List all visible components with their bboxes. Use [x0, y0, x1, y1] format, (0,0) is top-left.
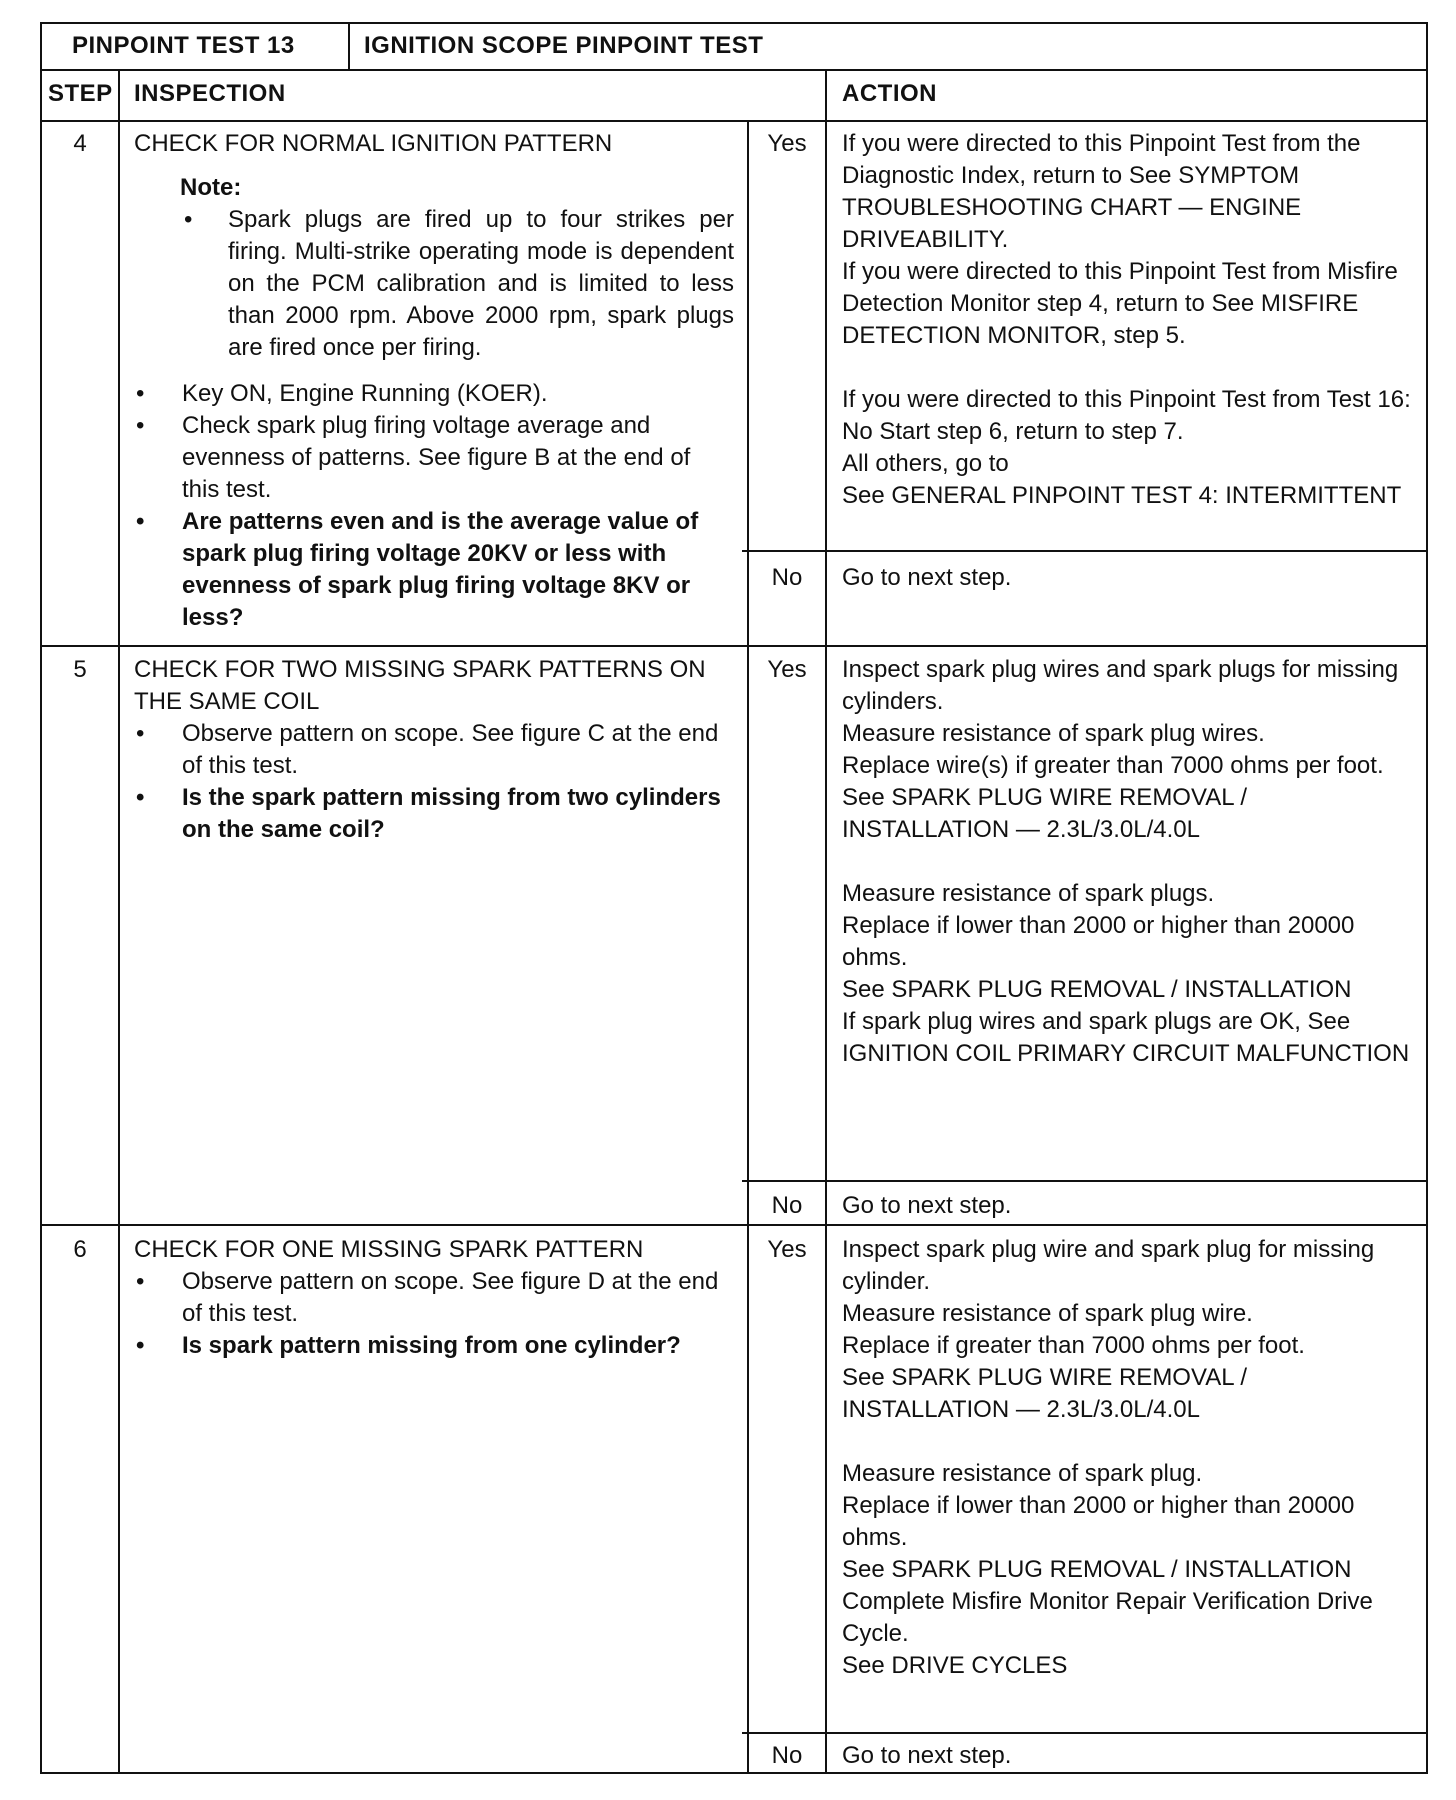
col-action: ACTION	[842, 80, 937, 107]
inspection-question: • Is the spark pattern missing from two cylinders on the same coil?	[134, 782, 734, 846]
yes-action	[842, 128, 1412, 512]
action-line: Replace wire(s) if greater than 7000 ohms per foot.	[842, 752, 1384, 779]
rule-yesno-col	[747, 122, 749, 1774]
action-line: If you were directed to this Pinpoint Test from Misfire Detection Monitor step 4, return to See MISFIRE DETECTION MONITOR, step 5.	[842, 258, 1398, 349]
rule-step6-yesno	[742, 1732, 1426, 1734]
yes-action	[842, 654, 1412, 1070]
test-title: IGNITION SCOPE PINPOINT TEST	[364, 32, 764, 59]
action-line: Measure resistance of spark plug.	[842, 1460, 1203, 1487]
inspection-question: • Are patterns even and is the average value of spark plug firing voltage 20KV or less with evenness of spark plug firing voltage 8KV or less?	[134, 506, 734, 634]
step-inspection	[134, 654, 734, 846]
action-line: See SPARK PLUG WIRE REMOVAL / INSTALLATION — 2.3L/3.0L/4.0L	[842, 784, 1247, 843]
col-step: STEP	[48, 80, 113, 107]
action-line: See SPARK PLUG REMOVAL / INSTALLATION	[842, 1556, 1352, 1583]
rule-title	[42, 69, 1426, 71]
action-line: All others, go to	[842, 450, 1009, 477]
action-line: Replace if lower than 2000 or higher than 20000 ohms.	[842, 912, 1355, 971]
action-line: Inspect spark plug wires and spark plugs for missing cylinders.	[842, 656, 1399, 715]
inspection-bullet: • Key ON, Engine Running (KOER).	[134, 378, 734, 410]
no-action: Go to next step.	[842, 564, 1012, 591]
action-line: See SPARK PLUG WIRE REMOVAL / INSTALLATION — 2.3L/3.0L/4.0L	[842, 1364, 1247, 1423]
no-action: Go to next step.	[842, 1192, 1012, 1219]
inspection-question: • Is spark pattern missing from one cylinder?	[134, 1330, 734, 1362]
action-line: Inspect spark plug wire and spark plug for missing cylinder.	[842, 1236, 1375, 1295]
inspection-bullet: • Check spark plug firing voltage average and evenness of patterns. See figure B at the end of this test.	[134, 410, 734, 506]
rule-step4-yesno	[742, 550, 1426, 552]
action-line: See SPARK PLUG REMOVAL / INSTALLATION	[842, 976, 1352, 1003]
no-action: Go to next step.	[842, 1742, 1012, 1769]
action-line: See DRIVE CYCLES	[842, 1652, 1068, 1679]
rule-step5-yesno	[742, 1180, 1426, 1182]
step-title: CHECK FOR ONE MISSING SPARK PATTERN	[134, 1236, 644, 1263]
yes-action	[842, 1234, 1412, 1682]
step-title: CHECK FOR TWO MISSING SPARK PATTERNS ON THE SAME COIL	[134, 656, 706, 715]
yes-label: Yes	[767, 1236, 807, 1263]
yes-label: Yes	[767, 656, 807, 683]
action-line: Replace if greater than 7000 ohms per foot.	[842, 1332, 1305, 1359]
action-line: Complete Misfire Monitor Repair Verification Drive Cycle.	[842, 1588, 1373, 1647]
step-number: 5	[73, 656, 87, 683]
action-line: If you were directed to this Pinpoint Test from Test 16: No Start step 6, return to step 7.	[842, 386, 1411, 445]
rule-action-col	[825, 70, 827, 1774]
action-line: See GENERAL PINPOINT TEST 4: INTERMITTENT	[842, 482, 1402, 509]
no-label: No	[771, 1742, 803, 1769]
col-inspection: INSPECTION	[134, 80, 286, 107]
step-number: 6	[73, 1236, 87, 1263]
step-number: 4	[73, 130, 87, 157]
pinpoint-test-table	[40, 22, 1428, 1774]
test-number: PINPOINT TEST 13	[72, 32, 295, 59]
rule-header	[42, 120, 1426, 122]
action-line: Measure resistance of spark plug wires.	[842, 720, 1265, 747]
step-title: CHECK FOR NORMAL IGNITION PATTERN	[134, 130, 613, 157]
note-label: Note:	[180, 174, 242, 201]
step-inspection	[134, 128, 734, 634]
inspection-bullet: • Observe pattern on scope. See figure D at the end of this test.	[134, 1266, 734, 1330]
rule-step5-end	[42, 1224, 1426, 1226]
rule-step4-end	[42, 645, 1426, 647]
no-label: No	[771, 1192, 803, 1219]
rule-step-col	[118, 70, 120, 1774]
action-line: Replace if lower than 2000 or higher than 20000 ohms.	[842, 1492, 1355, 1551]
action-line: Measure resistance of spark plug wire.	[842, 1300, 1253, 1327]
action-line: Measure resistance of spark plugs.	[842, 880, 1215, 907]
note-bullet: • Spark plugs are fired up to four strikes per firing. Multi-strike operating mode is dependent on the PCM calibration and is limited to less than 2000 rpm. Above 2000 rpm, spark plugs are fired once per firing.	[180, 204, 734, 364]
yes-label: Yes	[767, 130, 807, 157]
action-line: If spark plug wires and spark plugs are OK, See IGNITION COIL PRIMARY CIRCUIT MALFUNCTION	[842, 1008, 1410, 1067]
action-line: If you were directed to this Pinpoint Test from the Diagnostic Index, return to See SYMPTOM TROUBLESHOOTING CHART — ENGINE DRIVEABILITY.	[842, 130, 1361, 253]
inspection-bullet: • Observe pattern on scope. See figure C at the end of this test.	[134, 718, 734, 782]
rule-title-split	[348, 24, 350, 70]
step-inspection	[134, 1234, 734, 1362]
no-label: No	[771, 564, 803, 591]
